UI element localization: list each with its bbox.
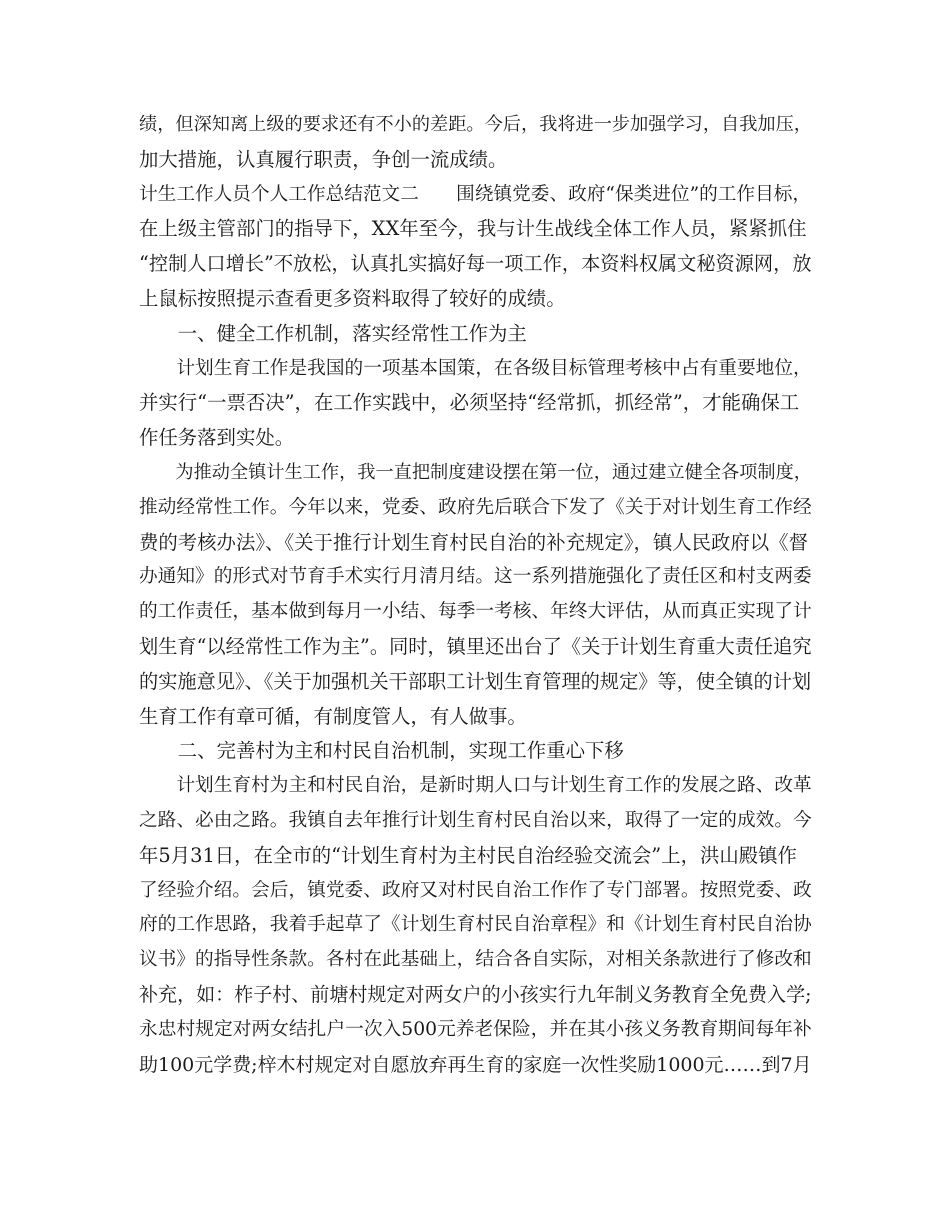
text-line: 之路、必由之路。我镇自去年推行计划生育村民自治以来，取得了一定的成效。今	[139, 809, 812, 831]
text-line: 计划生育村为主和村民自治，是新时期人口与计划生育工作的发展之路、改革	[139, 775, 812, 797]
text-line: 费的考核办法》、《关于推行计划生育村民自治的补充规定》，镇人民政府以《督	[139, 530, 808, 554]
text-line: 的实施意见》、《关于加强机关干部职工计划生育管理的规定》等，使全镇的计划	[139, 669, 812, 693]
text-line: 绩，但深知离上级的要求还有不小的差距。今后，我将进一步加强学习，自我加压，	[139, 114, 812, 135]
section-heading: 计生工作人员个人工作总结范文二 围绕镇党委、政府“保类进位”的工作目标，	[139, 183, 812, 205]
text-line: 上鼠标按照提示查看更多资料取得了较好的成绩。	[139, 286, 566, 310]
text-line: 办通知》的形式对节育手术实行月清月结。这一系列措施强化了责任区和村支两委	[139, 566, 812, 588]
text-line: 为推动全镇计生工作，我一直把制度建设摆在第一位，通过建立健全各项制度，	[139, 461, 812, 483]
text-line: “控制人口增长”不放松，认真扎实搞好每一项工作，本资料权属文秘资源网，放	[139, 252, 812, 276]
text-line: 助100元学费;梓木村规定对自愿放弃再生育的家庭一次性奖励1000元……到7月	[139, 1053, 812, 1076]
text-line: 计划生育工作是我国的一项基本国策，在各级目标管理考核中占有重要地位，	[139, 357, 812, 379]
text-line: 年5月31日，在全市的“计划生育村为主村民自治经验交流会”上，洪山殿镇作	[139, 843, 797, 867]
text-line: 生育工作有章可循，有制度管人，有人做事。	[139, 704, 527, 728]
text-line: 推动经常性工作。今年以来，党委、政府先后联合下发了《关于对计划生育工作经	[139, 496, 812, 518]
text-line: 议书》的指导性条款。各村在此基础上，结合各自实际，对相关条款进行了修改和	[139, 949, 812, 971]
text-line: 的工作责任，基本做到每月一小结、每季一考核、年终大评估，从而真正实现了计	[139, 601, 812, 623]
subheading: 一、健全工作机制，落实经常性工作为主	[139, 321, 527, 345]
subheading: 二、完善村为主和村民自治机制，实现工作重心下移	[139, 739, 624, 763]
text-line: 府的工作思路，我着手起草了《计划生育村民自治章程》和《计划生育村民自治协	[139, 914, 812, 936]
text-line: 划生育“以经常性工作为主”。同时，镇里还出台了《关于计划生育重大责任追究	[139, 634, 812, 658]
text-line: 加大措施，认真履行职责，争创一流成绩。	[139, 147, 508, 171]
text-line: 补充，如：柞子村、前塘村规定对两女户的小孩实行九年制义务教育全免费入学;	[139, 983, 812, 1006]
text-line: 在上级主管部门的指导下，XX年至今，我与计生战线全体工作人员，紧紧抓住	[139, 217, 807, 241]
text-line: 作任务落到实处。	[139, 426, 295, 450]
text-line: 了经验介绍。会后，镇党委、政府又对村民自治工作作了专门部署。按照党委、政	[139, 879, 812, 901]
document-body	[139, 108, 815, 1082]
text-line: 并实行“一票否决”，在工作实践中，必须坚持“经常抓，抓经常”，才能确保工	[139, 391, 800, 415]
text-line: 永忠村规定对两女结扎户一次入500元养老保险，并在其小孩义务教育期间每年补	[139, 1018, 812, 1040]
